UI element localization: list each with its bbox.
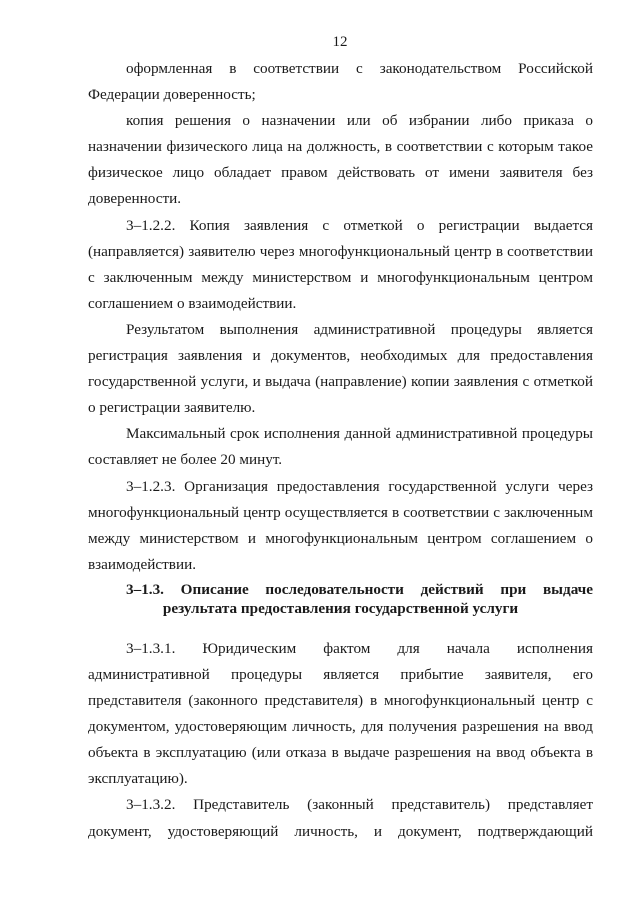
paragraph-power-of-attorney: оформленная в соответствии с законодательством Российской Федерации доверенность; [88,60,593,104]
paragraph-result: Результатом выполнения административной процедуры является регистрация заявления и документов, необходимых для предоставления государственной услуги, и выдача (направление) копии заявления с отметкой о регистрации заявителю. [88,320,593,417]
paragraph-3-1-2-3: 3–1.2.3. Организация предоставления государственной услуги через многофункциональный центр осуществляется в соответствии с заключенным между министерством и многофункциональным центром соглашением о взаимодействии. [88,477,593,573]
section-heading-3-1-3 [88,580,593,618]
document-body [88,56,593,845]
paragraph-3-1-2-2: 3–1.2.2. Копия заявления с отметкой о регистрации выдается (направляется) заявителю через многофункциональный центр в соответствии с заключенным между министерством и многофункциональным центром соглашением о взаимодействии. [88,216,593,312]
page-number: 12 [332,34,348,50]
heading-line-1: 3–1.3. Описание последовательности действий при выдаче [126,580,593,598]
paragraph-max-duration: Максимальный срок исполнения данной административной процедуры составляет не более 20 минут. [88,425,593,469]
paragraph-3-1-3-1: 3–1.3.1. Юридическим фактом для начала исполнения административной процедуры является прибытие заявителя, его представителя (законного представителя) в многофункциональный центр с документом, удостоверяющим личность, для получения разрешения на ввод объекта в эксплуатацию (или отказа в выдаче разрешения на ввод объекта в эксплуатацию). [88,639,593,788]
heading-line-2: результата предоставления государственной услуги [162,599,519,617]
paragraph-3-1-3-2: 3–1.3.2. Представитель (законный представитель) представляет документ, удостоверяющий личность, и документ, подтверждающий [88,796,593,840]
paragraph-copy-of-decision: копия решения о назначении или об избрании либо приказа о назначении физического лица на должность, в соответствии с которым такое физическое лицо обладает правом действовать от имени заявителя без доверенности. [88,112,593,208]
